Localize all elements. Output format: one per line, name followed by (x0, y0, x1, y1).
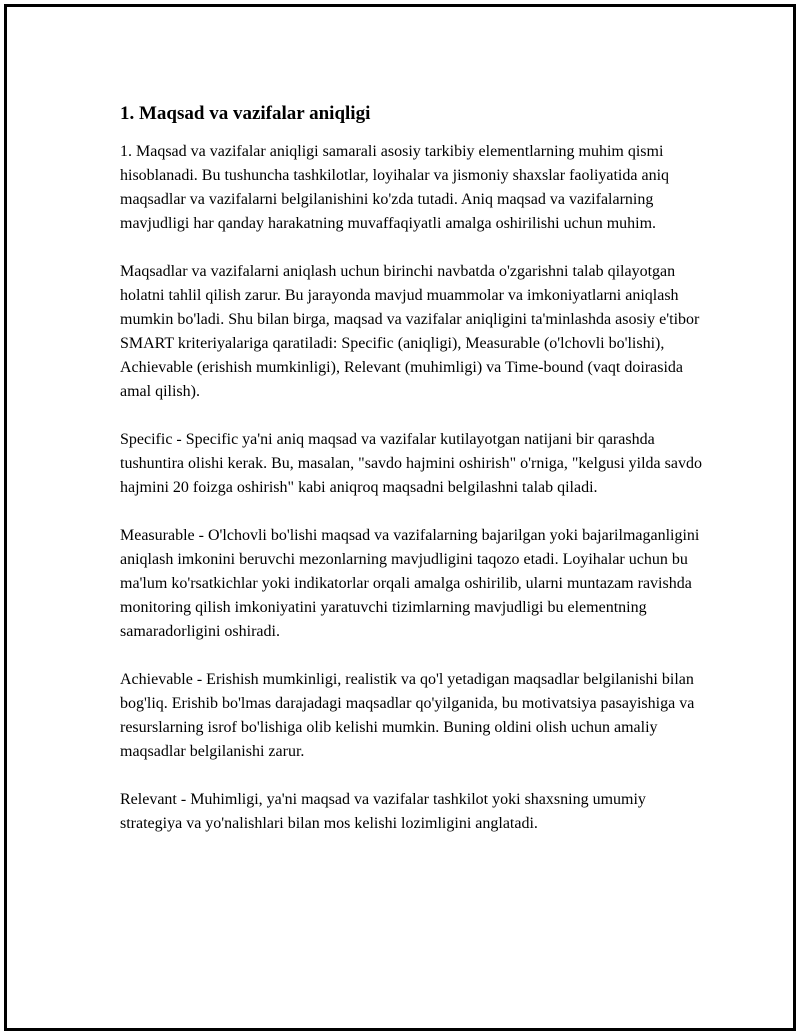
document-body (120, 102, 710, 860)
page-title: 1. Maqsad va vazifalar aniqligi (120, 103, 371, 124)
page-frame (4, 4, 796, 1031)
paragraph-smart: Maqsadlar va vazifalarni aniqlash uchun birinchi navbatda o'zgarishni talab qilayotgan holatni tahlil qilish zarur. Bu jarayonda mavjud muammolar va imkoniyatlarni aniqlash mumkin bo'ladi. Shu bilan birga, maqsad va vazifalar aniqligini ta'minlashda asosiy e'tibor SMART kriteriyalariga qaratiladi: Specific (aniqligi), Measurable (o'lchovli bo'lishi), Achievable (erishish mumkinligi), Relevant (muhimligi) va Time-bound (vaqt doirasida amal qilish). (120, 263, 700, 400)
paragraph-achievable: Achievable - Erishish mumkinligi, realistik va qo'l yetadigan maqsadlar belgilanishi bilan bog'liq. Erishib bo'lmas darajadagi maqsadlar qo'yilganida, bu motivatsiya pasayishiga va resurslarning isrof bo'lishiga olib kelishi mumkin. Buning oldini olish uchun amaliy maqsadlar belgilanishi zarur. (120, 671, 695, 760)
paragraph-measurable: Measurable - O'lchovli bo'lishi maqsad va vazifalarning bajarilgan yoki bajarilmaganligini aniqlash imkonini beruvchi mezonlarning mavjudligini taqozo etadi. Loyihalar uchun bu ma'lum ko'rsatkichlar yoki indikatorlar orqali amalga oshirilib, ularni muntazam ravishda monitoring qilish imkoniyatini yaratuvchi tizimlarning mavjudligi bu elementning samaradorligini oshiradi. (120, 527, 700, 640)
paragraph-relevant: Relevant - Muhimligi, ya'ni maqsad va vazifalar tashkilot yoki shaxsning umumiy strategiya va yo'nalishlari bilan mos kelishi lozimligini anglatadi. (120, 791, 646, 832)
paragraph-intro: 1. Maqsad va vazifalar aniqligi samarali asosiy tarkibiy elementlarning muhim qismi hisoblanadi. Bu tushuncha tashkilotlar, loyihalar va jismoniy shaxslar faoliyatida aniq maqsadlar va vazifalarni belgilanishini ko'zda tutadi. Aniq maqsad va vazifalarning mavjudligi har qanday harakatning muvaffaqiyatli amalga oshirilishi uchun muhim. (120, 143, 670, 232)
paragraph-specific: Specific - Specific ya'ni aniq maqsad va vazifalar kutilayotgan natijani bir qarashda tushuntira olishi kerak. Bu, masalan, "savdo hajmini oshirish" o'rniga, "kelgusi yilda savdo hajmini 20 foizga oshirish" kabi aniqroq maqsadni belgilashni talab qiladi. (120, 431, 702, 496)
